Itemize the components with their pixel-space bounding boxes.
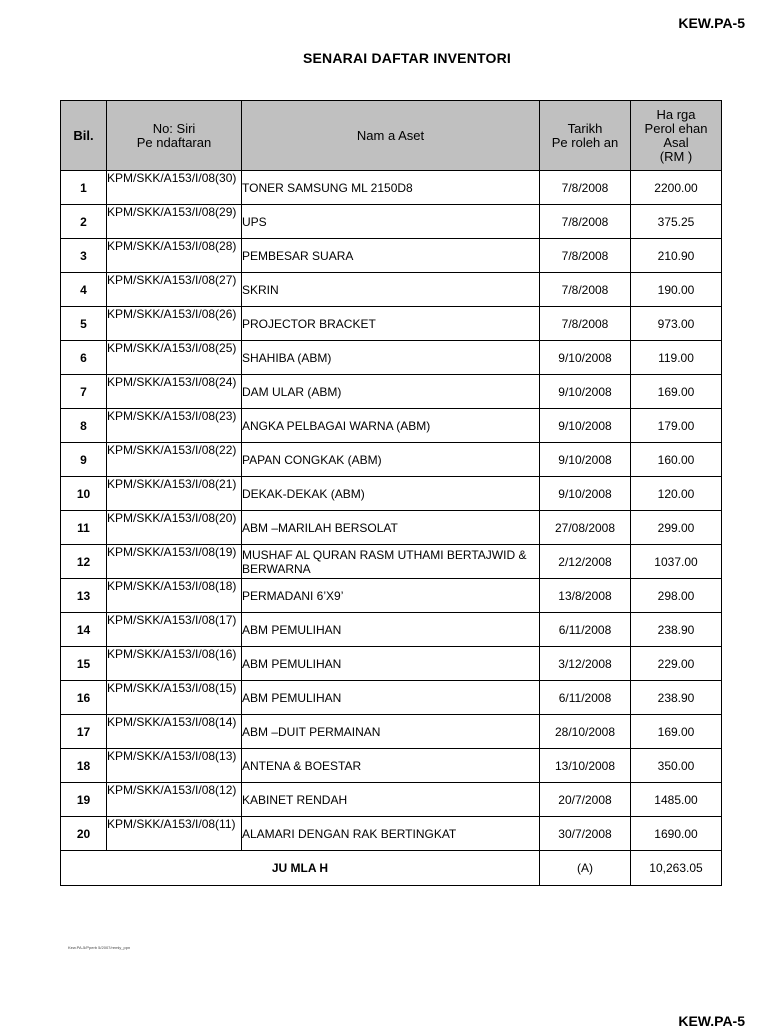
- cell-nama-aset: DEKAK-DEKAK (ABM): [242, 477, 540, 511]
- cell-no-siri: KPM/SKK/A153/I/08(22): [107, 443, 242, 477]
- cell-bil: 9: [61, 443, 107, 477]
- cell-nama-aset: PAPAN CONGKAK (ABM): [242, 443, 540, 477]
- table-row: [61, 171, 722, 205]
- cell-no-siri: KPM/SKK/A153/I/08(29): [107, 205, 242, 239]
- cell-harga: 238.90: [631, 681, 722, 715]
- cell-harga: 2200.00: [631, 171, 722, 205]
- cell-bil: 18: [61, 749, 107, 783]
- table-row: [61, 375, 722, 409]
- cell-no-siri: KPM/SKK/A153/I/08(12): [107, 783, 242, 817]
- cell-nama-aset: ABM PEMULIHAN: [242, 613, 540, 647]
- cell-tarikh: 2/12/2008: [540, 545, 631, 579]
- cell-harga: 190.00: [631, 273, 722, 307]
- header-nama-aset: Nam a Aset: [242, 101, 540, 171]
- cell-bil: 5: [61, 307, 107, 341]
- header-harga: Ha rga Perol ehan Asal (RM ): [631, 101, 722, 171]
- table-row: [61, 341, 722, 375]
- cell-tarikh: 7/8/2008: [540, 307, 631, 341]
- cell-no-siri: KPM/SKK/A153/I/08(24): [107, 375, 242, 409]
- cell-harga: 1690.00: [631, 817, 722, 851]
- cell-no-siri: KPM/SKK/A153/I/08(28): [107, 239, 242, 273]
- document-title: SENARAI DAFTAR INVENTORI: [302, 50, 512, 66]
- cell-harga: 229.00: [631, 647, 722, 681]
- table-row: [61, 749, 722, 783]
- cell-tarikh: 27/08/2008: [540, 511, 631, 545]
- cell-tarikh: 7/8/2008: [540, 205, 631, 239]
- table-row: [61, 613, 722, 647]
- total-amount: 10,263.05: [631, 851, 722, 886]
- cell-bil: 10: [61, 477, 107, 511]
- cell-nama-aset: TONER SAMSUNG ML 2150D8: [242, 171, 540, 205]
- cell-nama-aset: SHAHIBA (ABM): [242, 341, 540, 375]
- cell-no-siri: KPM/SKK/A153/I/08(20): [107, 511, 242, 545]
- cell-tarikh: 3/12/2008: [540, 647, 631, 681]
- cell-harga: 299.00: [631, 511, 722, 545]
- cell-tarikh: 7/8/2008: [540, 273, 631, 307]
- cell-bil: 6: [61, 341, 107, 375]
- cell-harga: 160.00: [631, 443, 722, 477]
- cell-harga: 1037.00: [631, 545, 722, 579]
- cell-bil: 12: [61, 545, 107, 579]
- cell-no-siri: KPM/SKK/A153/I/08(26): [107, 307, 242, 341]
- cell-no-siri: KPM/SKK/A153/I/08(16): [107, 647, 242, 681]
- cell-no-siri: KPM/SKK/A153/I/08(15): [107, 681, 242, 715]
- cell-tarikh: 9/10/2008: [540, 409, 631, 443]
- cell-bil: 16: [61, 681, 107, 715]
- table-header-row: [61, 101, 722, 171]
- table-row: [61, 443, 722, 477]
- cell-no-siri: KPM/SKK/A153/I/08(11): [107, 817, 242, 851]
- cell-nama-aset: ABM PEMULIHAN: [242, 681, 540, 715]
- total-label: JU MLA H: [61, 851, 540, 886]
- table-row: [61, 409, 722, 443]
- cell-nama-aset: SKRIN: [242, 273, 540, 307]
- cell-bil: 13: [61, 579, 107, 613]
- header-bil: Bil.: [61, 101, 107, 171]
- cell-tarikh: 30/7/2008: [540, 817, 631, 851]
- cell-no-siri: KPM/SKK/A153/I/08(18): [107, 579, 242, 613]
- cell-bil: 2: [61, 205, 107, 239]
- header-tarikh: Tarikh Pe roleh an: [540, 101, 631, 171]
- cell-tarikh: 9/10/2008: [540, 375, 631, 409]
- cell-harga: 119.00: [631, 341, 722, 375]
- cell-tarikh: 13/10/2008: [540, 749, 631, 783]
- cell-harga: 169.00: [631, 715, 722, 749]
- cell-tarikh: 6/11/2008: [540, 613, 631, 647]
- cell-tarikh: 20/7/2008: [540, 783, 631, 817]
- cell-nama-aset: ANTENA & BOESTAR: [242, 749, 540, 783]
- total-row: [61, 851, 722, 886]
- table-row: [61, 205, 722, 239]
- cell-tarikh: 9/10/2008: [540, 443, 631, 477]
- cell-nama-aset: PROJECTOR BRACKET: [242, 307, 540, 341]
- cell-harga: 179.00: [631, 409, 722, 443]
- cell-tarikh: 7/8/2008: [540, 239, 631, 273]
- cell-no-siri: KPM/SKK/A153/I/08(13): [107, 749, 242, 783]
- cell-bil: 20: [61, 817, 107, 851]
- cell-bil: 15: [61, 647, 107, 681]
- cell-bil: 8: [61, 409, 107, 443]
- table-row: [61, 647, 722, 681]
- table-row: [61, 681, 722, 715]
- cell-no-siri: KPM/SKK/A153/I/08(23): [107, 409, 242, 443]
- cell-tarikh: 13/8/2008: [540, 579, 631, 613]
- cell-bil: 14: [61, 613, 107, 647]
- cell-no-siri: KPM/SKK/A153/I/08(30): [107, 171, 242, 205]
- table-row: [61, 579, 722, 613]
- cell-nama-aset: ABM –MARILAH BERSOLAT: [242, 511, 540, 545]
- cell-harga: 169.00: [631, 375, 722, 409]
- cell-nama-aset: UPS: [242, 205, 540, 239]
- cell-no-siri: KPM/SKK/A153/I/08(17): [107, 613, 242, 647]
- form-code: KEW.PA-5: [678, 15, 745, 31]
- cell-nama-aset: ALAMARI DENGAN RAK BERTINGKAT: [242, 817, 540, 851]
- cell-no-siri: KPM/SKK/A153/I/08(19): [107, 545, 242, 579]
- cell-nama-aset: PERMADANI 6’X9’: [242, 579, 540, 613]
- cell-harga: 238.90: [631, 613, 722, 647]
- cell-nama-aset: KABINET RENDAH: [242, 783, 540, 817]
- header-no-siri: No: Siri Pe ndaftaran: [107, 101, 242, 171]
- cell-nama-aset: PEMBESAR SUARA: [242, 239, 540, 273]
- cell-bil: 1: [61, 171, 107, 205]
- inventory-table: [60, 100, 722, 886]
- table-row: [61, 715, 722, 749]
- cell-nama-aset: ABM PEMULIHAN: [242, 647, 540, 681]
- cell-harga: 1485.00: [631, 783, 722, 817]
- cell-tarikh: 6/11/2008: [540, 681, 631, 715]
- cell-no-siri: KPM/SKK/A153/I/08(14): [107, 715, 242, 749]
- form-code-next-page: KEW.PA-5: [678, 1013, 745, 1029]
- cell-bil: 3: [61, 239, 107, 273]
- cell-bil: 17: [61, 715, 107, 749]
- cell-bil: 7: [61, 375, 107, 409]
- table-row: [61, 239, 722, 273]
- cell-no-siri: KPM/SKK/A153/I/08(21): [107, 477, 242, 511]
- cell-bil: 19: [61, 783, 107, 817]
- table-row: [61, 273, 722, 307]
- cell-nama-aset: MUSHAF AL QURAN RASM UTHAMI BERTAJWID & BERWARNA: [242, 545, 540, 579]
- cell-nama-aset: ABM –DUIT PERMAINAN: [242, 715, 540, 749]
- cell-tarikh: 9/10/2008: [540, 477, 631, 511]
- table-row: [61, 545, 722, 579]
- cell-harga: 298.00: [631, 579, 722, 613]
- table-row: [61, 817, 722, 851]
- cell-no-siri: KPM/SKK/A153/I/08(27): [107, 273, 242, 307]
- cell-nama-aset: ANGKA PELBAGAI WARNA (ABM): [242, 409, 540, 443]
- table-row: [61, 783, 722, 817]
- cell-harga: 210.90: [631, 239, 722, 273]
- table-body: [61, 171, 722, 851]
- table-row: [61, 477, 722, 511]
- cell-harga: 120.00: [631, 477, 722, 511]
- cell-harga: 375.25: [631, 205, 722, 239]
- total-marker: (A): [540, 851, 631, 886]
- footer-note: Kew.PA-5/Pperb 5/2007/remly_ppn: [68, 945, 131, 950]
- table-row: [61, 511, 722, 545]
- cell-harga: 973.00: [631, 307, 722, 341]
- cell-tarikh: 9/10/2008: [540, 341, 631, 375]
- cell-nama-aset: DAM ULAR (ABM): [242, 375, 540, 409]
- cell-bil: 11: [61, 511, 107, 545]
- cell-bil: 4: [61, 273, 107, 307]
- cell-no-siri: KPM/SKK/A153/I/08(25): [107, 341, 242, 375]
- table-row: [61, 307, 722, 341]
- cell-tarikh: 28/10/2008: [540, 715, 631, 749]
- cell-harga: 350.00: [631, 749, 722, 783]
- cell-tarikh: 7/8/2008: [540, 171, 631, 205]
